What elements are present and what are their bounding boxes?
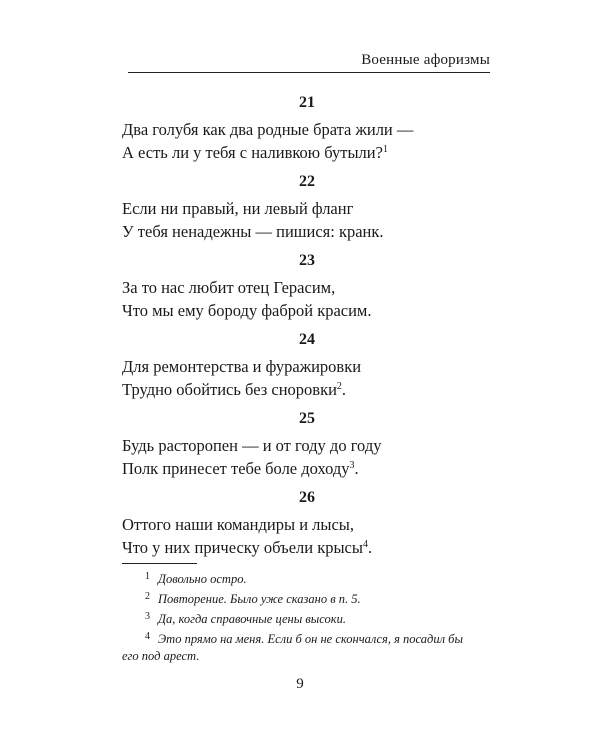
footnote-continuation: его под арест. [122,649,200,663]
aphorism-line: Что мы ему бороду фаброй красим. [122,301,372,320]
aphorism-number: 23 [299,252,315,269]
header-rule [128,72,490,73]
aphorism-number: 26 [299,489,315,506]
aphorism-line: У тебя ненадежны — пишися: кранк. [122,222,384,241]
aphorism-number: 21 [299,94,315,111]
page-number: 9 [296,676,304,692]
aphorism-line: Полк принесет тебе боле доходу$^3$. [122,459,359,478]
footnote-ref: 2 [336,381,342,392]
aphorism-line: Два голубя как два родные брата жили — [122,120,414,139]
footnote: $^4$ Это прямо на меня. Если б он не скончался, я посадил бы [145,631,463,646]
aphorism-number: 25 [299,410,315,427]
aphorism-number: 22 [299,173,315,190]
running-header: Военные афоризмы [361,52,490,68]
aphorism-line: А есть ли у тебя с наливкою бутыли?$^1$ [122,143,388,162]
aphorism-line: За то нас любит отец Герасим, [122,278,336,297]
aphorism-line: Трудно обойтись без сноровки$^2$. [122,380,347,399]
footnote-ref: 1 [382,144,388,155]
aphorism-line: Если ни правый, ни левый фланг [122,199,354,218]
footnote-ref: 4 [362,539,368,550]
footnote: $^3$ Да, когда справочные цены высоки. [145,611,346,626]
aphorism-line: Что у них прическу объели крысы$^4$. [122,538,373,557]
aphorism-number: 24 [299,331,315,348]
footnote-rule [122,563,197,564]
footnote: $^2$ Повторение. Было уже сказано в п. 5. [145,591,361,606]
footnote: $^1$ Довольно остро. [145,571,247,586]
footnote-ref: 3 [349,460,355,471]
aphorism-line: Оттого наши командиры и лысы, [122,515,355,534]
aphorism-line: Будь расторопен — и от году до году [122,436,382,455]
aphorism-line: Для ремонтерства и фуражировки [122,357,362,376]
